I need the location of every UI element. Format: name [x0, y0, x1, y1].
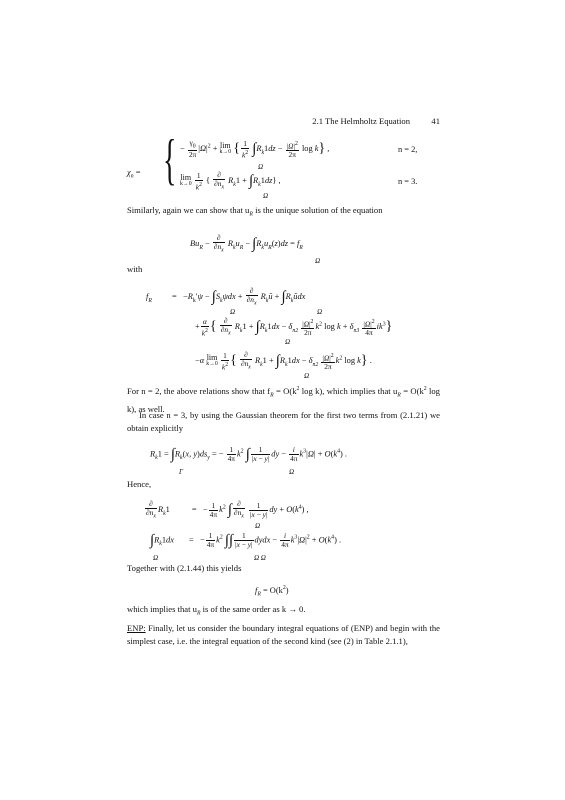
fR-order: = O(k — [262, 585, 283, 595]
enp-label: ENP: — [127, 623, 146, 633]
hence-label: Hence, — [127, 479, 152, 489]
p2c: log k), which implies — [301, 385, 376, 396]
p2a: For n = 2, the above relations show that f — [127, 385, 271, 396]
p1-text: Similarly, again we can show that u — [127, 205, 250, 215]
paragraph-order-n2: For n = 2, the above relations show that $f_R = O(k^2$ log k), which implies that $u_R = O(k^2$ log k), as well. — [127, 385, 440, 414]
case2-condition: n = 3. — [398, 177, 418, 186]
p2d: that u — [377, 385, 398, 396]
paragraph-gauss: In case n = 3, by using the Gaussian theorem for the first two terms from (2.1.21) we obtain explicitly — [127, 410, 440, 433]
paragraph-together: Together with (2.1.44) this yields — [127, 563, 242, 573]
equation-fR-order: $f_R = O(k^2)$ — [255, 585, 289, 598]
implies-text: which implies that u — [127, 604, 197, 614]
p2e: = O(k — [403, 385, 424, 396]
paragraph-implies: which implies that $u_R$ is of the same order as k → 0. — [127, 604, 306, 617]
chi-subscript: n — [130, 173, 134, 180]
p1-rest: is the unique solution of the equation — [255, 205, 383, 215]
fR-close: ) — [285, 585, 289, 595]
left-brace: { — [163, 129, 177, 191]
section-title: 2.1 The Helmholtz Equation — [312, 116, 410, 126]
p2b: = O(k — [275, 385, 297, 396]
running-header — [127, 116, 440, 130]
document-page: 2.1 The Helmholtz Equation 41 $\chi_n$ = { − $\frac{\gamma_0}{2\pi}$ $|\Omega|^2 + \lim$ k→0 { $\frac{1}{k^2}$ $\int R_k1dz$ − $\frac{|\Omega|^2}{2\pi}$ log k} , Ω n = 2, lim k→0 $\frac{1}{k^2}$ { $\frac{\partial}{\partial n_x}$ $R_k1 + \int R_k1dz$} , Ω n = 3. Similarly, again we can show that $u_R$ is the unique solution of the equation $Bu_R$ − $\frac{\partial}{\partial n_x}$ $R_ku_R - \int R_ku_R(z)dz = f_R$ Ω with $f_R = -R_k'\psi - \int S_k\psi dx$ + $\frac{\partial}{\partial n_x}$ $R_kũ$ + $\int R_kũdx$ Ω Ω + $\frac{\alpha}{k^2}$ { $\frac{\partial}{\partial n_x}$ $R_k1 + \int R_k1dx - \delta_{n2}$ $\frac{|\Omega|^2}{2\pi}$ $k^2$ $\log k + \delta_{n3}$ $\frac{|\Omega|^2}{4\pi}$ $ik^3$} Ω −α lim k→0 $\frac{1}{k^2}$ { $\frac{\partial}{\partial n_x}$ $R_k1 + \int R_k1dx - \delta_{n2}$ $\frac{|\Omega|^2}{2\pi}$ $k^2$ log k} . Ω For n = 2, the above relations show that $f_R = O(k^2$ log k), which implies that $u_R = O(k^2$ log k), as well. In case n = 3, by using the Gaussian theorem for the first two terms from (2.1.21) we obtain explicitly $R_k1 = \int R_k(x$, $y)ds_y$ = − $\frac{1}{4\pi}$ $k^2$ ∫ $\frac{1}{|x - y|}$ dy − $\frac{i}{4\pi}$ $k^3|\Omega| + O(k^4)$ . Γ Ω Hence, $\frac{\partial}{\partial n_x}$ $R_k1$ = − $\frac{1}{4\pi}$ $k^2$ ∫ $\frac{\partial}{\partial n_x}$ $\frac{1}{|x - y|}$ dy + $O(k^4)$ , Ω $\int R_k1dx$ = − $\frac{1}{4\pi}$ $k^2$ ∫∫ $\frac{1}{|x - y|}$ dydx − $\frac{i}{4\pi}$ $k^3|\Omega|^2 + O(k^4)$ . Ω Ω Ω Together with (2.1.44) this yields $f_R = O(k^2)$ which implies that $u_R$ is of the same order as k → 0. ENP: Finally, let us consider the boundary integral equations of (ENP) and begin with the simplest case, i.e. the integral equation of the second kind (see (2) in Table 2.1.1), — [127, 116, 440, 646]
p2f: log k), as well. — [127, 385, 440, 414]
implies-rest: is of the same order as k → 0. — [202, 604, 306, 614]
with-label: with — [127, 264, 143, 274]
enp-text: Finally, let us consider the boundary integral equations of (ENP) and begin with the simplest case, i.e. the integral equation of the second kind (see (2) in Table 2.1.1), — [127, 623, 440, 646]
case1-condition: n = 2, — [398, 145, 418, 154]
fR-symbol: f — [255, 585, 258, 595]
paragraph-enp — [127, 622, 440, 648]
paragraph-uniqueness: Similarly, again we can show that $u_R$ is the unique solution of the equation — [127, 205, 383, 218]
page-number: 41 — [431, 116, 440, 126]
chi-symbol: χ — [127, 168, 131, 177]
